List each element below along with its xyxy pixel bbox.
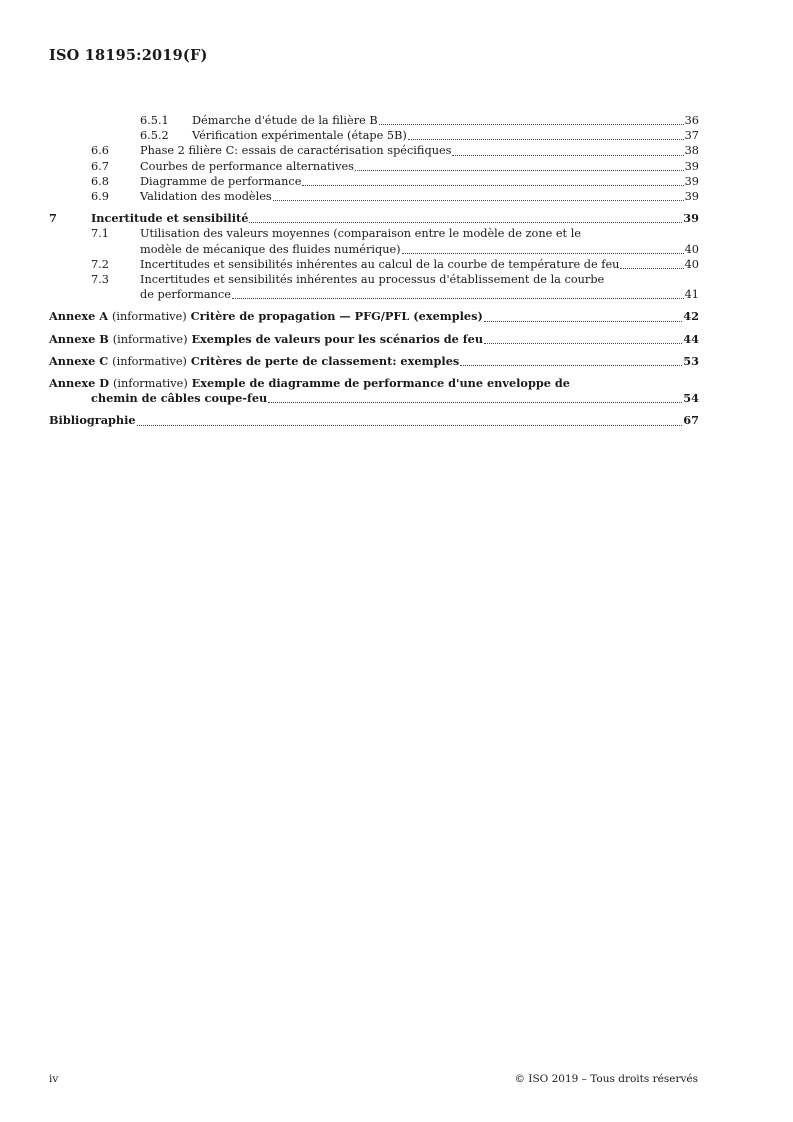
toc-title: Démarche d'étude de la filière B — [192, 114, 378, 127]
dot-leader — [273, 199, 684, 201]
toc-entry-6-7[interactable] — [49, 159, 699, 174]
annex-label: Annexe B — [49, 331, 109, 346]
toc-entry-7-1[interactable] — [49, 226, 699, 256]
toc-number: 6.6 — [91, 144, 109, 158]
toc-page: 67 — [683, 413, 699, 428]
annex-type: (informative) — [112, 377, 188, 391]
dot-leader — [379, 123, 684, 125]
toc-title-line1: Utilisation des valeurs moyennes (comparaison entre le modèle de zone et le — [140, 227, 581, 241]
toc-title: Incertitudes et sensibilités inhérentes au calcul de la courbe de température de feu — [140, 257, 620, 271]
toc-page: 40 — [684, 257, 699, 271]
toc-title: Phase 2 filière C: essais de caractérisation spécifiques — [140, 144, 452, 158]
dot-leader — [268, 401, 682, 403]
toc-page: 54 — [683, 391, 699, 406]
annex-type: (informative) — [112, 354, 187, 368]
annex-type: (informative) — [112, 332, 188, 346]
dot-leader — [249, 221, 682, 223]
toc-page: 39 — [684, 174, 699, 188]
toc-entry-7-2[interactable] — [49, 257, 699, 272]
toc-entry-7[interactable] — [49, 211, 699, 226]
toc-number: 6.5.1 — [140, 114, 169, 127]
toc-title: Courbes de performance alternatives — [140, 159, 354, 173]
dot-leader — [484, 342, 682, 344]
toc-page: 39 — [684, 159, 699, 173]
toc-number: 6.8 — [91, 174, 109, 188]
toc-number: 6.7 — [91, 159, 109, 173]
toc-title: Incertitude et sensibilité — [91, 211, 249, 226]
annex-title-line2: chemin de câbles coupe-feu — [91, 391, 268, 406]
document-id: ISO 18195:2019(F) — [49, 47, 208, 64]
table-of-contents — [49, 113, 699, 429]
toc-page: 40 — [684, 242, 699, 256]
annex-title: Critères de perte de classement: exemples — [190, 353, 460, 368]
dot-leader — [484, 320, 682, 322]
dot-leader — [460, 364, 682, 366]
toc-title: Bibliographie — [49, 413, 136, 428]
dot-leader — [408, 138, 684, 140]
toc-annex-b[interactable] — [49, 332, 699, 347]
toc-page: 41 — [684, 288, 699, 302]
toc-number: 7 — [49, 211, 57, 226]
toc-entry-6-8[interactable] — [49, 174, 699, 189]
dot-leader — [355, 169, 684, 171]
toc-number: 6.9 — [91, 190, 109, 204]
toc-page: 37 — [684, 129, 699, 143]
toc-annex-a[interactable] — [49, 309, 699, 324]
toc-page: 36 — [684, 114, 699, 127]
dot-leader — [302, 184, 683, 186]
toc-page: 39 — [683, 211, 699, 226]
toc-title: Validation des modèles — [140, 190, 272, 204]
annex-label: Annexe D — [49, 376, 110, 391]
dot-leader — [232, 297, 684, 299]
toc-page: 53 — [683, 353, 699, 368]
toc-page: 38 — [684, 144, 699, 158]
toc-number: 7.1 — [91, 227, 109, 241]
annex-title: Exemples de valeurs pour les scénarios de feu — [191, 331, 484, 346]
toc-title-line2: modèle de mécanique des fluides numérique) — [140, 242, 401, 256]
annex-title-line1: Exemple de diagramme de performance d'une enveloppe de — [191, 376, 570, 391]
annex-label: Annexe A — [49, 309, 108, 324]
toc-number: 7.3 — [91, 273, 109, 287]
annex-type: (informative) — [111, 310, 187, 324]
toc-entry-6-5-2[interactable] — [49, 128, 699, 143]
toc-title: Vérification expérimentale (étape 5B) — [192, 129, 407, 143]
toc-title-line1: Incertitudes et sensibilités inhérentes au processus d'établissement de la courbe — [140, 273, 605, 287]
dot-leader — [137, 424, 683, 426]
toc-page: 39 — [684, 190, 699, 204]
toc-number: 6.5.2 — [140, 129, 169, 143]
annex-title: Critère de propagation — PFG/PFL (exemples) — [190, 309, 483, 324]
dot-leader — [620, 267, 683, 269]
toc-title: Diagramme de performance — [140, 174, 302, 188]
toc-entry-6-9[interactable] — [49, 189, 699, 204]
dot-leader — [402, 252, 684, 254]
toc-number: 7.2 — [91, 257, 109, 271]
footer-copyright: © ISO 2019 – Tous droits réservés — [514, 1073, 698, 1085]
annex-label: Annexe C — [49, 353, 109, 368]
toc-bibliography[interactable] — [49, 413, 699, 428]
toc-entry-6-6[interactable] — [49, 143, 699, 158]
toc-annex-c[interactable] — [49, 354, 699, 369]
toc-entry-6-5-1[interactable] — [49, 113, 699, 128]
toc-page: 42 — [683, 309, 699, 324]
toc-annex-d[interactable] — [49, 376, 699, 406]
toc-entry-7-3[interactable] — [49, 272, 699, 302]
dot-leader — [452, 154, 683, 156]
toc-title-line2: de performance — [140, 288, 231, 302]
toc-page: 44 — [683, 331, 699, 346]
footer-page-number: iv — [49, 1073, 59, 1085]
